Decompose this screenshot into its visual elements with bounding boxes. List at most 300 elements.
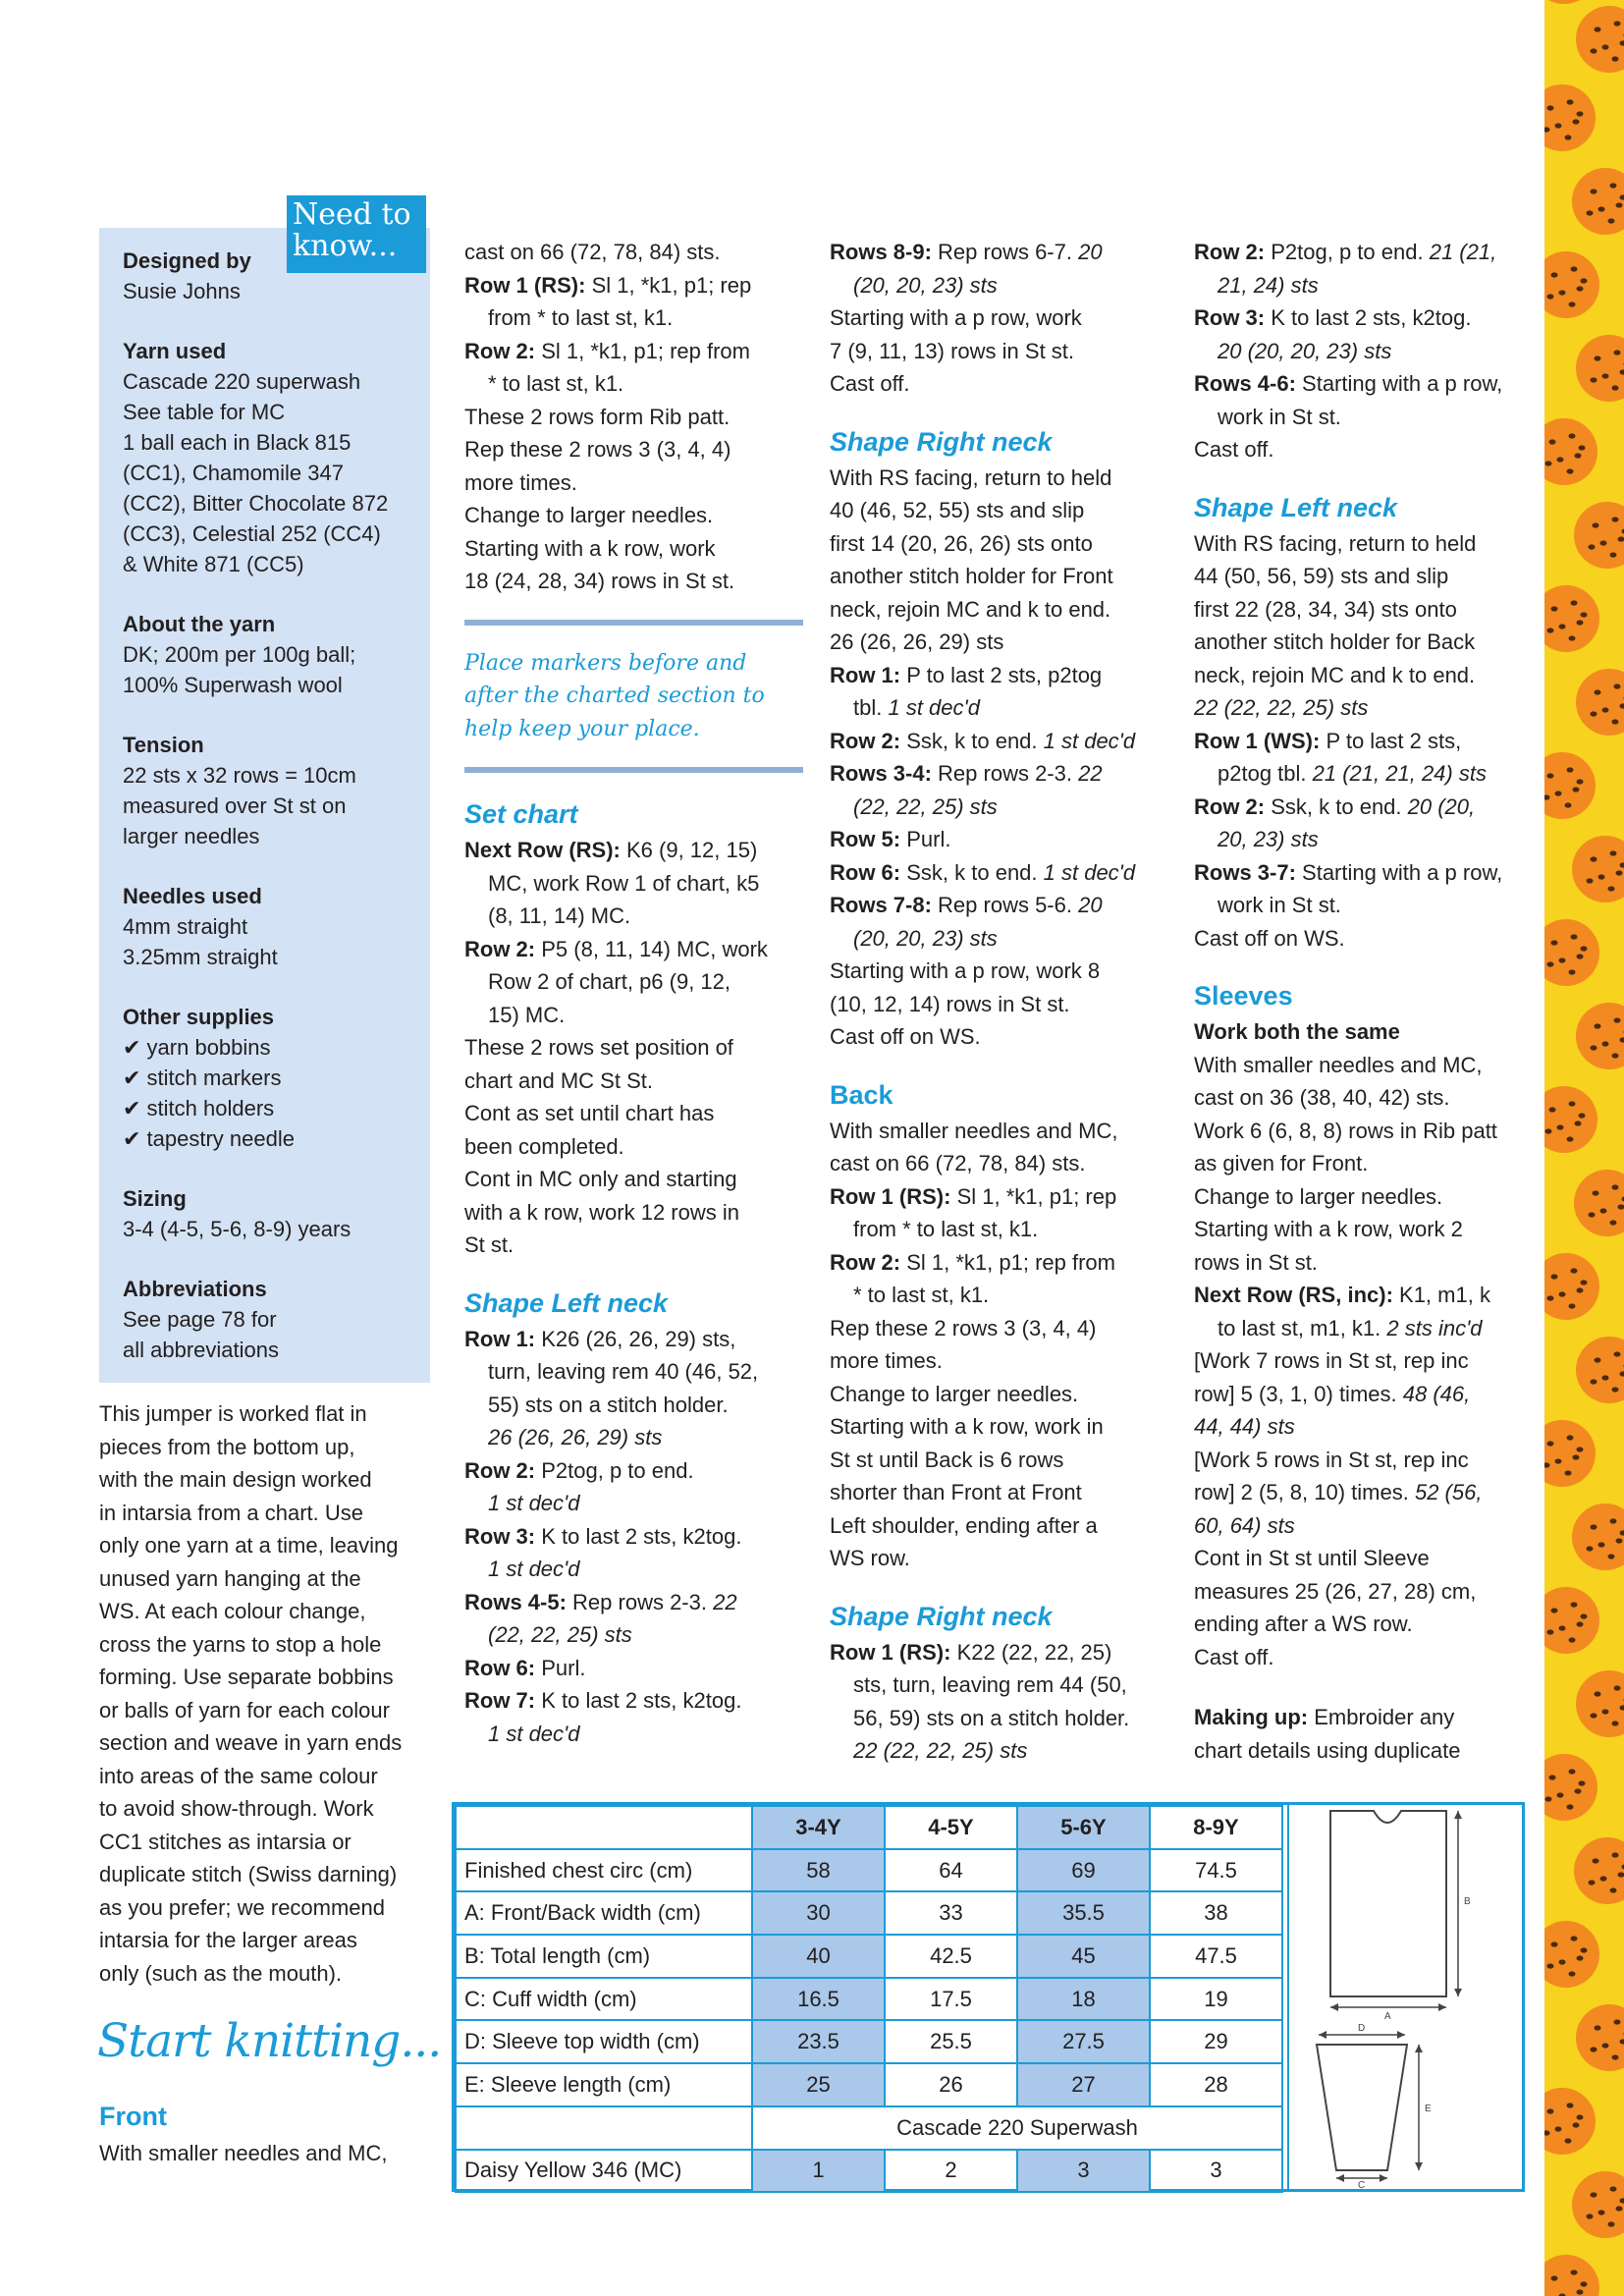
pattern-text: Starting with a p row, bbox=[1295, 371, 1503, 396]
intro-line: only one yarn at a time, leaving bbox=[99, 1533, 399, 1558]
sidebar-text: all abbreviations bbox=[123, 1338, 279, 1362]
cookie-icon bbox=[1576, 669, 1624, 736]
sidebar-text: 3-4 (4-5, 5-6, 8-9) years bbox=[123, 1217, 352, 1241]
stitch-count: 1 st dec'd bbox=[1043, 728, 1136, 753]
choc-chip bbox=[1567, 99, 1574, 104]
sleeve-outline bbox=[1317, 2045, 1407, 2170]
checklist-item: ✔ yarn bobbins bbox=[123, 1035, 271, 1060]
about-yarn-block bbox=[123, 609, 406, 700]
pattern-line: Cont in MC only and starting bbox=[464, 1167, 737, 1191]
choc-chip bbox=[1567, 2103, 1574, 2107]
supplies-block bbox=[123, 1002, 406, 1154]
tip-text: help keep your place. bbox=[464, 716, 700, 741]
choc-chip bbox=[1610, 1887, 1617, 1892]
sidebar-heading: Needles used bbox=[123, 884, 262, 908]
choc-chip bbox=[1600, 1876, 1607, 1881]
row-label-cell: C: Cuff width (cm) bbox=[456, 1978, 752, 2021]
choc-chip bbox=[1571, 600, 1578, 605]
stitch-count: (22, 22, 25) sts bbox=[853, 793, 998, 819]
choc-chip bbox=[1591, 711, 1597, 716]
pattern-line: MC, work Row 1 of chart, k5 bbox=[488, 870, 760, 896]
cookie-icon bbox=[1544, 418, 1597, 485]
choc-chip bbox=[1571, 934, 1578, 939]
sidebar-heading: Designed by bbox=[123, 248, 251, 273]
choc-chip bbox=[1616, 1538, 1623, 1543]
table-cell: 25.5 bbox=[885, 2020, 1017, 2063]
stitch-count: 1 st dec'd bbox=[488, 1721, 580, 1746]
cookie-icon bbox=[1576, 2004, 1624, 2071]
choc-chip bbox=[1589, 1212, 1596, 1217]
arrow-head bbox=[1415, 2162, 1423, 2170]
pattern-text: K26 (26, 26, 29) sts, bbox=[535, 1326, 736, 1351]
pattern-line: work in St st. bbox=[1218, 404, 1341, 429]
pattern-line: cast on 36 (38, 40, 42) sts. bbox=[1194, 1085, 1450, 1110]
pattern-line: cast on 66 (72, 78, 84) sts. bbox=[830, 1151, 1086, 1175]
choc-chip bbox=[1573, 119, 1580, 124]
pattern-line: Cont in St st until Sleeve bbox=[1194, 1546, 1430, 1570]
sidebar-text: (CC2), Bitter Chocolate 872 bbox=[123, 491, 389, 516]
intro-line: pieces from the bottom up, bbox=[99, 1434, 355, 1459]
size-header: 3-4Y bbox=[752, 1806, 885, 1849]
intro-line: to avoid show-through. Work bbox=[99, 1796, 374, 1821]
choc-chip bbox=[1571, 2269, 1578, 2274]
row-label: Row 6: bbox=[464, 1655, 536, 1680]
choc-chip bbox=[1567, 767, 1574, 772]
choc-chip bbox=[1567, 1136, 1574, 1141]
pattern-line: [Work 5 rows in St st, rep inc bbox=[1194, 1447, 1469, 1472]
table-cell: 30 bbox=[752, 1891, 885, 1935]
choc-chip bbox=[1593, 1190, 1599, 1195]
table-cell: 1 bbox=[752, 2150, 885, 2193]
dimension-label: A bbox=[1384, 2011, 1391, 2022]
choc-chip bbox=[1551, 1274, 1558, 1279]
choc-chip bbox=[1559, 624, 1566, 629]
pattern-line: first 14 (20, 26, 26) sts onto bbox=[830, 530, 1093, 556]
choc-chip bbox=[1602, 1041, 1609, 1046]
pattern-line: first 22 (28, 34, 34) sts onto bbox=[1194, 596, 1457, 622]
pattern-line: been completed. bbox=[464, 1133, 624, 1159]
pattern-line: 40 (46, 52, 55) sts and slip bbox=[830, 498, 1085, 522]
pattern-text: Purl. bbox=[535, 1655, 586, 1680]
arrow-head bbox=[1380, 2174, 1387, 2182]
choc-chip bbox=[1557, 1792, 1564, 1797]
sidebar-text: Susie Johns bbox=[123, 279, 241, 303]
stitch-count: 21 (21, bbox=[1429, 240, 1497, 264]
arrow-head bbox=[1454, 1811, 1462, 1819]
intro-line: duplicate stitch (Swiss darning) bbox=[99, 1862, 398, 1886]
choc-chip bbox=[1577, 620, 1584, 625]
choc-chip bbox=[1569, 301, 1576, 306]
table-cell: 16.5 bbox=[752, 1978, 885, 2021]
choc-chip bbox=[1551, 1608, 1558, 1613]
choc-chip bbox=[1577, 2289, 1584, 2294]
choc-chip bbox=[1551, 2275, 1558, 2280]
cookie-icon bbox=[1544, 2255, 1599, 2296]
choc-chip bbox=[1555, 791, 1562, 795]
tag-line: know... bbox=[293, 229, 398, 263]
sidebar-heading: Other supplies bbox=[123, 1005, 275, 1029]
sidebar-heading: Tension bbox=[123, 733, 204, 757]
choc-chip bbox=[1587, 2214, 1594, 2218]
choc-chip bbox=[1612, 385, 1619, 390]
choc-chip bbox=[1581, 946, 1588, 951]
choc-chip bbox=[1600, 1208, 1607, 1213]
table-cell: 3 bbox=[1017, 2150, 1150, 2193]
row-label: Row 2: bbox=[1194, 240, 1266, 264]
checklist-item: ✔ stitch holders bbox=[123, 1096, 275, 1121]
choc-chip bbox=[1565, 1470, 1572, 1475]
row-label: Rows 3-7: bbox=[1194, 859, 1296, 885]
stitch-count: 1 st dec'd bbox=[488, 1557, 580, 1581]
pattern-line: neck, rejoin MC and k to end. bbox=[830, 596, 1111, 622]
choc-chip bbox=[1595, 2025, 1601, 2030]
row-label: Row 2: bbox=[464, 936, 536, 961]
size-table bbox=[452, 1802, 1525, 2192]
pattern-line: Change to larger needles. bbox=[1194, 1183, 1443, 1209]
pattern-line: as given for Front. bbox=[1194, 1151, 1369, 1175]
pattern-line: shorter than Front at Front bbox=[830, 1480, 1082, 1504]
pattern-line: 18 (24, 28, 34) rows in St st. bbox=[464, 569, 735, 593]
intro-line: CC1 stitches as intarsia or bbox=[99, 1829, 352, 1854]
pattern-line: These 2 rows form Rib patt. bbox=[464, 404, 731, 429]
row-label: Row 2: bbox=[1194, 793, 1266, 819]
choc-chip bbox=[1569, 635, 1576, 640]
choc-chip bbox=[1575, 1121, 1582, 1125]
row-label-cell: B: Total length (cm) bbox=[456, 1935, 752, 1978]
table-header-row bbox=[456, 1806, 1282, 1849]
sidebar-text: (CC3), Celestial 252 (CC4) bbox=[123, 521, 381, 546]
cookie-icon bbox=[1544, 84, 1596, 151]
choc-chip bbox=[1595, 355, 1601, 360]
choc-chip bbox=[1602, 2043, 1609, 2048]
choc-chip bbox=[1545, 1796, 1552, 1801]
row-label: Row 1 (RS): bbox=[464, 272, 586, 298]
choc-chip bbox=[1549, 1107, 1556, 1112]
tip-text: after the charted section to bbox=[464, 683, 765, 708]
table-cell: 27.5 bbox=[1017, 2020, 1150, 2063]
pattern-line: measures 25 (26, 27, 28) cm, bbox=[1194, 1578, 1477, 1604]
cookie-icon bbox=[1576, 6, 1624, 73]
abbreviations-block bbox=[123, 1274, 406, 1365]
stitch-count: 22 (22, 22, 25) sts bbox=[853, 1738, 1028, 1763]
cookie-icon bbox=[1544, 1420, 1596, 1487]
choc-chip bbox=[1551, 1941, 1558, 1946]
choc-chip bbox=[1547, 105, 1554, 110]
choc-chip bbox=[1612, 1387, 1619, 1392]
pattern-column-2 bbox=[830, 236, 1168, 1768]
cookie-icon bbox=[1544, 0, 1597, 4]
sidebar-heading: About the yarn bbox=[123, 612, 276, 636]
stitch-count: 22 bbox=[713, 1589, 737, 1614]
choc-chip bbox=[1549, 1775, 1556, 1779]
pattern-text: Sl 1, *k1, p1; rep from bbox=[535, 338, 750, 363]
choc-chip bbox=[1577, 779, 1584, 784]
schematic-drawing bbox=[1289, 1805, 1522, 2189]
choc-chip bbox=[1577, 1955, 1584, 1960]
choc-chip bbox=[1571, 1602, 1578, 1607]
pattern-line: These 2 rows set position of bbox=[464, 1035, 733, 1060]
intro-line: intarsia for the larger areas bbox=[99, 1928, 357, 1952]
row-label-cell: D: Sleeve top width (cm) bbox=[456, 2020, 752, 2063]
stitch-count: (20, 20, 23) sts bbox=[853, 925, 998, 951]
table-cell: 33 bbox=[885, 1891, 1017, 1935]
sidebar-text: & White 871 (CC5) bbox=[123, 552, 304, 576]
tip-text: Place markers before and bbox=[464, 650, 747, 676]
yarn-brand-row bbox=[456, 2106, 1282, 2150]
row-label: Row 6: bbox=[830, 859, 901, 885]
choc-chip bbox=[1547, 2108, 1554, 2113]
cookie-border bbox=[1544, 0, 1624, 2296]
pattern-text: Ssk, k to end. bbox=[900, 859, 1044, 885]
sidebar-heading: Abbreviations bbox=[123, 1277, 267, 1301]
choc-chip bbox=[1602, 44, 1609, 49]
tip-divider bbox=[464, 620, 803, 626]
pattern-line: 7 (9, 11, 13) rows in St st. bbox=[830, 338, 1075, 363]
pattern-text: row] 5 (3, 1, 0) times. bbox=[1194, 1381, 1403, 1406]
row-label: Row 2: bbox=[464, 1457, 536, 1483]
choc-chip bbox=[1581, 1947, 1588, 1952]
table-cell: 69 bbox=[1017, 1849, 1150, 1892]
choc-chip bbox=[1551, 272, 1558, 277]
intro-line: unused yarn hanging at the bbox=[99, 1565, 361, 1591]
table-row bbox=[456, 1978, 1282, 2021]
table-cell: 18 bbox=[1017, 1978, 1150, 2021]
measurements-table bbox=[455, 1805, 1283, 2193]
choc-chip bbox=[1549, 439, 1556, 444]
row-label: Row 1 (RS): bbox=[830, 1639, 951, 1665]
choc-chip bbox=[1555, 1458, 1562, 1463]
choc-chip bbox=[1581, 2281, 1588, 2286]
table-cell: 58 bbox=[752, 1849, 885, 1892]
choc-chip bbox=[1614, 1351, 1621, 1356]
choc-chip bbox=[1616, 870, 1623, 875]
pattern-text: Ssk, k to end. bbox=[1265, 793, 1408, 819]
stitch-count: 21 (21, 21, 24) sts bbox=[1312, 761, 1487, 786]
choc-chip bbox=[1547, 773, 1554, 778]
pattern-line: * to last st, k1. bbox=[488, 371, 624, 396]
pattern-line: chart and MC St St. bbox=[464, 1067, 653, 1093]
set-chart-heading: Set chart bbox=[464, 799, 578, 829]
choc-chip bbox=[1608, 218, 1615, 223]
choc-chip bbox=[1547, 1629, 1554, 1634]
choc-chip bbox=[1573, 787, 1580, 792]
choc-chip bbox=[1559, 290, 1566, 295]
pattern-line: 44 (50, 56, 59) sts and slip bbox=[1194, 564, 1449, 588]
choc-chip bbox=[1577, 111, 1584, 116]
pattern-line: neck, rejoin MC and k to end. bbox=[1194, 662, 1476, 687]
pattern-text: K to last 2 sts, k2tog. bbox=[535, 1688, 742, 1713]
choc-chip bbox=[1610, 1518, 1617, 1523]
pattern-line: With RS facing, return to held bbox=[830, 465, 1112, 490]
pattern-line: Starting with a p row, work 8 bbox=[830, 958, 1101, 983]
size-header: 8-9Y bbox=[1150, 1806, 1282, 1849]
choc-chip bbox=[1614, 683, 1621, 688]
choc-chip bbox=[1571, 266, 1578, 271]
choc-chip bbox=[1591, 189, 1597, 193]
needles-block bbox=[123, 881, 406, 972]
pattern-text: P to last 2 sts, p2tog bbox=[900, 662, 1103, 687]
table-cell: 40 bbox=[752, 1935, 885, 1978]
choc-chip bbox=[1559, 957, 1566, 962]
row-label: Rows 8-9: bbox=[830, 240, 932, 264]
stitch-count: 20, 23) sts bbox=[1218, 827, 1319, 851]
yarn-block bbox=[123, 336, 406, 579]
pattern-line: rows in St st. bbox=[1194, 1249, 1318, 1275]
choc-chip bbox=[1559, 1291, 1566, 1296]
pattern-line: Cast off on WS. bbox=[1194, 925, 1345, 951]
choc-chip bbox=[1612, 517, 1619, 521]
intro-line: WS. At each colour change, bbox=[99, 1599, 366, 1623]
table-cell: 38 bbox=[1150, 1891, 1282, 1935]
stitch-count: 1 st dec'd bbox=[1043, 859, 1136, 885]
pattern-line: turn, leaving rem 40 (46, 52, bbox=[488, 1359, 759, 1384]
pattern-line: Cast off on WS. bbox=[830, 1024, 981, 1049]
table-cell: 2 bbox=[885, 2150, 1017, 2193]
choc-chip bbox=[1577, 2114, 1584, 2119]
pattern-line: [Work 7 rows in St st, rep inc bbox=[1194, 1348, 1469, 1373]
pattern-text: Embroider any bbox=[1308, 1705, 1455, 1729]
table-cell: 64 bbox=[885, 1849, 1017, 1892]
choc-chip bbox=[1614, 1017, 1621, 1022]
row-label: Rows 7-8: bbox=[830, 893, 932, 917]
shape-right-neck-heading: Shape Right neck bbox=[830, 426, 1053, 457]
choc-chip bbox=[1593, 522, 1599, 527]
choc-chip bbox=[1612, 56, 1619, 61]
pattern-line: 26 (26, 26, 29) sts bbox=[830, 629, 1004, 654]
table-row bbox=[456, 1891, 1282, 1935]
table-corner bbox=[456, 2106, 752, 2150]
arrow-head bbox=[1319, 2031, 1326, 2039]
pattern-text: P to last 2 sts, bbox=[1320, 728, 1462, 753]
choc-chip bbox=[1589, 544, 1596, 549]
sidebar-text: 22 sts x 32 rows = 10cm bbox=[123, 763, 356, 788]
choc-chip bbox=[1575, 453, 1582, 458]
choc-chip bbox=[1595, 1691, 1601, 1696]
table-cell: 3 bbox=[1150, 2150, 1282, 2193]
table-cell: 17.5 bbox=[885, 1978, 1017, 2021]
choc-chip bbox=[1559, 1625, 1566, 1630]
choc-chip bbox=[1591, 1713, 1597, 1718]
table-cell: 25 bbox=[752, 2063, 885, 2106]
intro-line: forming. Use separate bobbins bbox=[99, 1665, 394, 1689]
pattern-text: Rep rows 5-6. bbox=[931, 893, 1079, 917]
need-to-know-sidebar bbox=[99, 228, 430, 1383]
row-label: Row 1 (RS): bbox=[830, 1183, 951, 1209]
table-cell: 23.5 bbox=[752, 2020, 885, 2063]
stitch-count: 44, 44) sts bbox=[1194, 1414, 1295, 1439]
choc-chip bbox=[1577, 954, 1584, 958]
checklist-item: ✔ stitch markers bbox=[123, 1066, 282, 1090]
stitch-count: 20 (20, 20, 23) sts bbox=[1218, 338, 1392, 363]
sidebar-text: measured over St st on bbox=[123, 793, 347, 818]
pattern-line: 56, 59) sts on a stitch holder. bbox=[853, 1705, 1130, 1730]
dimension-label: C bbox=[1358, 2180, 1366, 2189]
stitch-count: 22 (22, 22, 25) sts bbox=[1194, 695, 1369, 720]
choc-chip bbox=[1614, 1685, 1621, 1690]
pattern-line: with a k row, work 12 rows in bbox=[464, 1199, 739, 1225]
cookie-icon bbox=[1576, 1003, 1624, 1069]
pattern-text: K6 (9, 12, 15) bbox=[620, 838, 758, 862]
sidebar-text: See table for MC bbox=[123, 400, 286, 424]
choc-chip bbox=[1581, 278, 1588, 283]
choc-chip bbox=[1569, 1769, 1576, 1774]
table-row bbox=[456, 2020, 1282, 2063]
stitch-count: 1 st dec'd bbox=[888, 695, 980, 720]
table-row bbox=[456, 2063, 1282, 2106]
pattern-text: P2tog, p to end. bbox=[535, 1457, 694, 1483]
stitch-count: 52 (56, bbox=[1414, 1480, 1483, 1504]
row-label: Row 2: bbox=[464, 338, 536, 363]
need-to-know-tag bbox=[287, 195, 426, 273]
choc-chip bbox=[1577, 286, 1584, 291]
cookie-icon bbox=[1544, 1086, 1597, 1153]
choc-chip bbox=[1587, 1546, 1594, 1551]
choc-chip bbox=[1567, 1435, 1574, 1440]
back-shape-right-neck-heading: Shape Right neck bbox=[830, 1601, 1053, 1631]
choc-chip bbox=[1571, 1268, 1578, 1273]
choc-chip bbox=[1569, 969, 1576, 974]
choc-chip bbox=[1587, 210, 1594, 215]
pattern-line: Change to larger needles. bbox=[464, 503, 714, 527]
body-outline bbox=[1330, 1811, 1446, 1996]
stitch-count: 26 (26, 26, 29) sts bbox=[488, 1425, 663, 1449]
stitch-count: 20 bbox=[1078, 893, 1103, 917]
stitch-count: 21, 24) sts bbox=[1218, 272, 1319, 298]
pattern-line: from * to last st, k1. bbox=[853, 1217, 1039, 1241]
sidebar-text: larger needles bbox=[123, 824, 260, 848]
choc-chip bbox=[1610, 850, 1617, 855]
pattern-line: Cont as set until chart has bbox=[464, 1101, 715, 1125]
pattern-line: Cast off. bbox=[830, 371, 910, 396]
stitch-count: (20, 20, 23) sts bbox=[853, 272, 998, 298]
row-label: Rows 3-4: bbox=[830, 761, 932, 786]
cookie-icon bbox=[1544, 919, 1599, 986]
pattern-line: Cast off. bbox=[1194, 1644, 1274, 1669]
choc-chip bbox=[1591, 48, 1597, 53]
choc-chip bbox=[1557, 1124, 1564, 1129]
choc-chip bbox=[1595, 1357, 1601, 1362]
choc-chip bbox=[1559, 1959, 1566, 1964]
cookie-icon bbox=[1544, 1921, 1599, 1988]
pattern-line: more times. bbox=[464, 469, 577, 495]
choc-chip bbox=[1569, 1101, 1576, 1106]
pattern-text: Rep rows 6-7. bbox=[931, 240, 1079, 264]
row-label: Next Row (RS, inc): bbox=[1194, 1283, 1393, 1307]
pattern-line: With smaller needles and MC, bbox=[830, 1118, 1118, 1143]
choc-chip bbox=[1591, 1045, 1597, 1050]
row-label: Rows 4-6: bbox=[1194, 371, 1296, 396]
table-cell: 19 bbox=[1150, 1978, 1282, 2021]
choc-chip bbox=[1602, 1709, 1609, 1714]
choc-chip bbox=[1575, 1788, 1582, 1793]
sidebar-text: 3.25mm straight bbox=[123, 945, 278, 969]
choc-chip bbox=[1569, 1637, 1576, 1642]
row-label: Rows 4-5: bbox=[464, 1589, 567, 1614]
cookie-icon bbox=[1572, 168, 1624, 235]
back-heading: Back bbox=[830, 1079, 893, 1110]
choc-chip bbox=[1595, 27, 1601, 31]
row-label: Next Row (RS): bbox=[464, 838, 621, 862]
pattern-line: St st until Back is 6 rows bbox=[830, 1447, 1064, 1472]
stitch-count: 1 st dec'd bbox=[488, 1491, 580, 1515]
row-label-cell: Finished chest circ (cm) bbox=[456, 1849, 752, 1892]
choc-chip bbox=[1614, 350, 1621, 355]
table-cell: 47.5 bbox=[1150, 1935, 1282, 1978]
stitch-count: 48 (46, bbox=[1402, 1381, 1471, 1406]
sidebar-text: Cascade 220 superwash bbox=[123, 369, 361, 394]
choc-chip bbox=[1591, 1379, 1597, 1384]
intro-paragraph bbox=[99, 1397, 438, 1990]
